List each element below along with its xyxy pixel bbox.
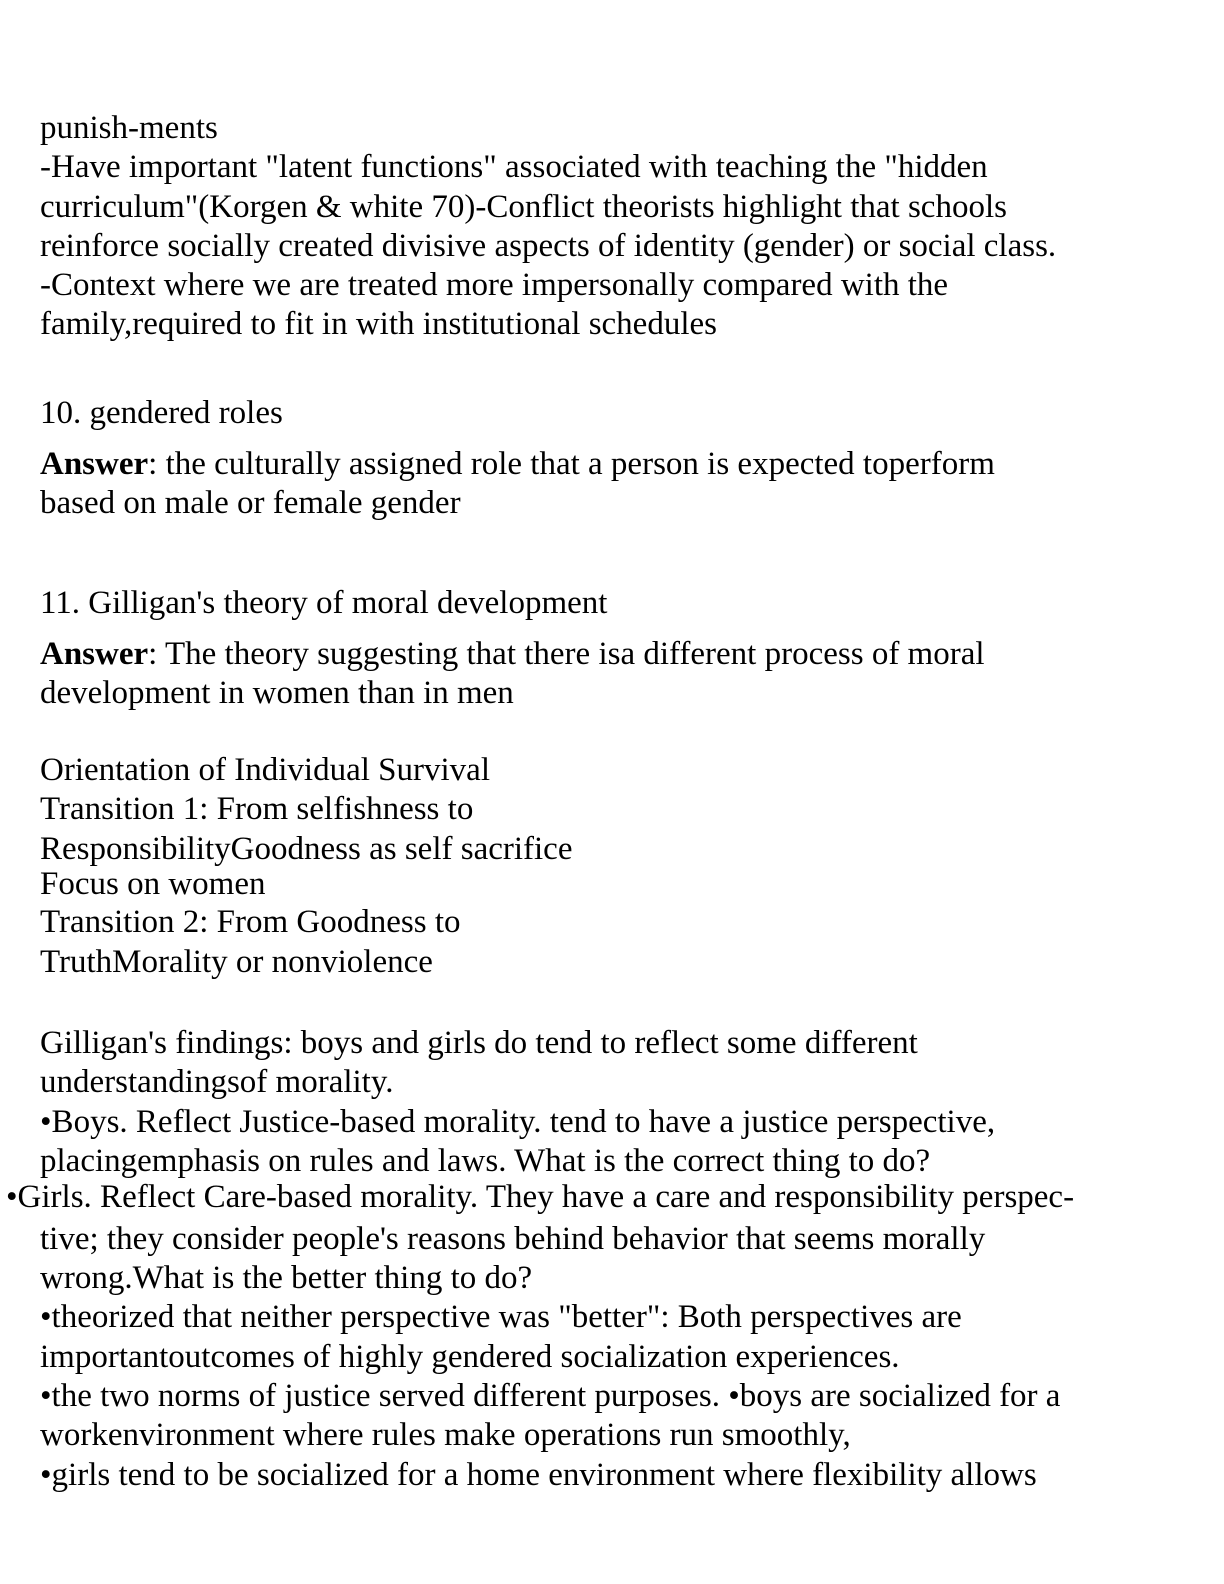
text-line: -Have important "latent functions" associated with teaching the "hidden [40,149,988,185]
text-line: •theorized that neither perspective was "better": Both perspectives are [40,1299,962,1335]
text-line: family,required to fit in with institutional schedules [40,306,717,342]
text-line: ResponsibilityGoodness as self sacrifice [40,831,573,867]
text-line: understandingsof morality. [40,1064,394,1100]
text-line: •the two norms of justice served different purposes. •boys are socialized for a [40,1378,1061,1414]
text-line: TruthMorality or nonviolence [40,944,433,980]
text-line: punish-ments [40,110,218,146]
question-title: 10. gendered roles [40,395,283,431]
text-line: Orientation of Individual Survival [40,752,490,788]
text-line: •Boys. Reflect Justice-based morality. tend to have a justice perspective, [40,1104,996,1140]
answer-line: development in women than in men [40,675,514,711]
answer-line: based on male or female gender [40,485,461,521]
answer-line [40,634,985,674]
text-line: wrong.What is the better thing to do? [40,1260,533,1296]
answer-line [40,444,995,484]
answer-label: Answer [40,446,149,482]
question-title: 11. Gilligan's theory of moral development [40,585,608,621]
text-line: placingemphasis on rules and laws. What is the correct thing to do? [40,1143,931,1179]
answer-text: : the culturally assigned role that a person is expected toperform [148,446,995,482]
text-line: workenvironment where rules make operations run smoothly, [40,1417,851,1453]
answer-text: : The theory suggesting that there isa different process of moral [148,636,985,672]
answer-label: Answer [40,636,149,672]
text-line: Gilligan's findings: boys and girls do tend to reflect some different [40,1025,918,1061]
text-line: tive; they consider people's reasons behind behavior that seems morally [40,1221,986,1257]
text-line: importantoutcomes of highly gendered socialization experiences. [40,1339,900,1375]
text-line: -Context where we are treated more impersonally compared with the [40,267,949,303]
text-line: Focus on women [40,866,266,902]
text-line: Transition 2: From Goodness to [40,904,461,940]
text-line: curriculum"(Korgen & white 70)-Conflict theorists highlight that schools [40,189,1007,225]
text-line: reinforce socially created divisive aspects of identity (gender) or social class. [40,228,1057,264]
text-line: •girls tend to be socialized for a home environment where flexibility allows [40,1457,1037,1493]
text-line: Transition 1: From selfishness to [40,791,474,827]
text-line: •Girls. Reflect Care-based morality. They have a care and responsibility perspec- [6,1179,1075,1215]
